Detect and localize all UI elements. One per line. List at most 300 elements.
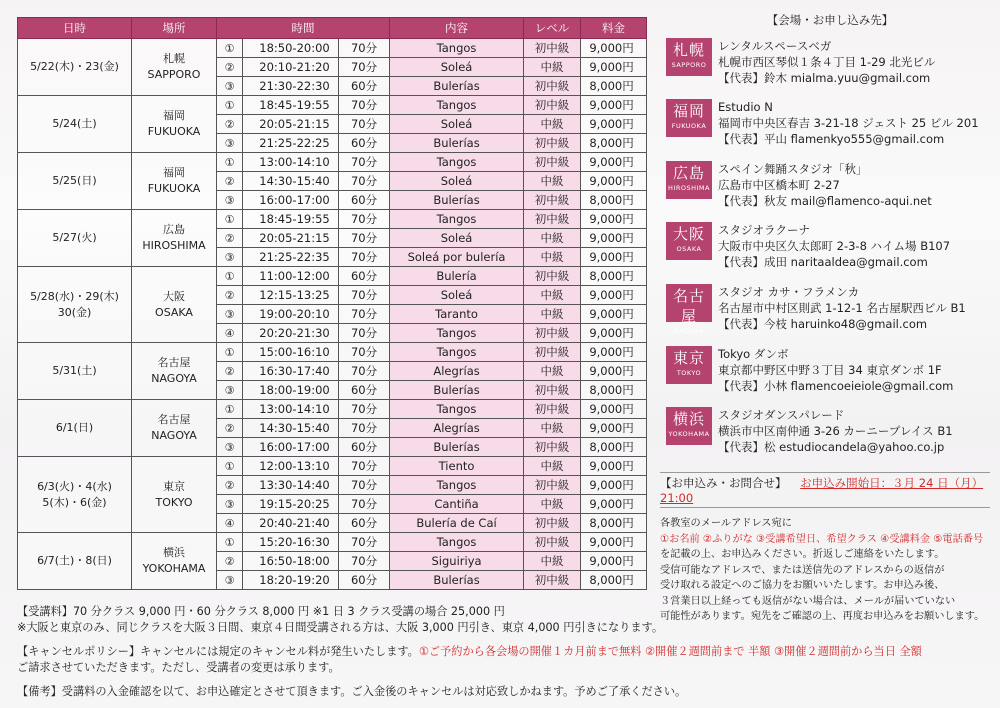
venue-item [660,407,990,459]
class-duration: 70分 [339,495,390,514]
class-number: ① [217,267,243,286]
class-level: 初中級 [524,438,581,457]
venue-badge-en: FUKUOKA [671,122,707,130]
class-time: 16:50-18:00 [243,552,339,571]
class-content: Tangos [390,153,524,172]
place-name-en: FUKUOKA [147,182,201,195]
class-duration: 70分 [339,153,390,172]
class-content: Tangos [390,324,524,343]
class-number: ③ [217,495,243,514]
place-name-en: HIROSHIMA [142,239,206,252]
venue-contact: 【代表】秋友 mail@flamenco-aqui.net [718,194,932,208]
venue-name: Tokyo ダンボ [718,347,789,361]
session-date [18,96,132,153]
schedule-table [17,17,647,590]
class-number: ② [217,362,243,381]
header-content: 内容 [390,18,524,39]
date-text: 5/22(木)・23(金) [30,60,119,73]
venue-badge-en: NAGOYA [674,327,704,335]
class-content: Soleá [390,115,524,134]
place-name-en: SAPPORO [147,68,201,81]
venue-badge-jp: 名古屋 [672,287,705,325]
venue-badge-en: TOKYO [676,369,702,377]
class-content: Bulerías [390,77,524,96]
class-number: ① [217,457,243,476]
class-content: Bulerías [390,134,524,153]
table-row [18,533,647,552]
place-name-jp: 横浜 [163,546,185,559]
venue-address: 札幌市西区琴似１条４丁目 1-29 北光ビル [718,55,936,69]
class-number: ② [217,229,243,248]
table-row [18,96,647,115]
venue-address: 大阪市中央区久太郎町 2-3-8 ハイム場 B107 [718,239,951,253]
class-fee: 9,000円 [581,419,647,438]
class-content: Siguiriya [390,552,524,571]
class-time: 18:45-19:55 [243,210,339,229]
class-level: 中級 [524,552,581,571]
venue-badge [666,346,712,384]
place-name-jp: 福岡 [163,166,185,179]
place-name-jp: 福岡 [163,109,185,122]
class-time: 18:00-19:00 [243,381,339,400]
fee-discount-line: ※大阪と東京のみ、同じクラスを大阪３日間、東京４日間受講される方は、大阪 3,000 円引き、東京 4,000 円引きになります。 [17,621,664,634]
cancel-policy-terms: ①ご予約から各会場の開催１カ月前まで無料 ②開催２週間前まで 半額 ③開催２週間前から当日 全額 [418,645,922,658]
venue-name: レンタルスペースベガ [718,39,832,53]
apply-line: 受け取れる設定へのご協力をお願いいたします。お申込み後、 [660,580,945,591]
venue-contact: 【代表】成田 naritaaldea@gmail.com [718,255,928,269]
class-fee: 9,000円 [581,343,647,362]
class-fee: 8,000円 [581,438,647,457]
class-level: 中級 [524,248,581,267]
class-content: Bulerías [390,571,524,590]
apply-line: 可能性があります。宛先をご確認の上、再度お申込みをお願いします。 [660,611,985,622]
class-number: ② [217,419,243,438]
class-fee: 9,000円 [581,96,647,115]
venue-name: Estudio N [718,100,773,114]
venue-contact: 【代表】松 estudiocandela@yahoo.co.jp [718,440,945,454]
class-time: 18:45-19:55 [243,96,339,115]
venue-badge-en: HIROSHIMA [668,184,710,192]
class-duration: 70分 [339,533,390,552]
class-content: Alegrías [390,419,524,438]
class-time: 21:30-22:30 [243,77,339,96]
class-content: Bulería [390,267,524,286]
header-time: 時間 [217,18,390,39]
class-duration: 70分 [339,248,390,267]
class-number: ② [217,552,243,571]
class-number: ③ [217,248,243,267]
venue-badge [666,38,712,76]
place-name-en: FUKUOKA [147,125,201,138]
class-time: 20:05-21:15 [243,115,339,134]
class-fee: 9,000円 [581,400,647,419]
class-time: 13:00-14:10 [243,153,339,172]
venue-contact: 【代表】鈴木 mialma.yuu@gmail.com [718,71,931,85]
venue-address: 名古屋市中村区則武 1-12-1 名古屋駅西ビル B1 [718,301,966,315]
class-time: 18:50-20:00 [243,39,339,58]
venue-details [718,99,993,147]
class-duration: 70分 [339,400,390,419]
session-place [132,210,217,267]
venue-badge [666,161,712,199]
class-number: ② [217,115,243,134]
class-duration: 60分 [339,134,390,153]
class-duration: 60分 [339,381,390,400]
venue-badge-jp: 福岡 [672,102,705,120]
table-row [18,343,647,362]
class-time: 21:25-22:25 [243,134,339,153]
date-text: 5/28(水)・29(木) [30,289,119,303]
class-time: 20:20-21:30 [243,324,339,343]
class-fee: 8,000円 [581,381,647,400]
place-name-jp: 名古屋 [157,356,191,369]
class-number: ④ [217,514,243,533]
class-duration: 70分 [339,305,390,324]
session-place [132,533,217,590]
venue-address: 福岡市中央区春吉 3-21-18 ジェスト 25 ビル 201 [718,116,979,130]
venue-badge [666,284,712,335]
class-content: Tangos [390,343,524,362]
class-level: 初中級 [524,571,581,590]
class-fee: 9,000円 [581,362,647,381]
venue-name: スタジオダンスパレード [718,408,845,422]
class-content: Soleá [390,286,524,305]
class-level: 初中級 [524,134,581,153]
header-date: 日時 [18,18,132,39]
session-place [132,267,217,343]
class-duration: 70分 [339,172,390,191]
date-text: 5/27(火) [52,231,97,244]
class-content: Soleá [390,229,524,248]
class-content: Bulerías [390,191,524,210]
class-number: ③ [217,438,243,457]
table-row [18,400,647,419]
apply-line: 受信可能なアドレスで、または送信先のアドレスからの返信が [660,564,945,576]
class-time: 15:20-16:30 [243,533,339,552]
cancel-policy-line2: ご請求させていただきます。ただし、受講者の変更は承ります。 [17,661,340,674]
venue-address: 東京都中野区中野３丁目 34 東京ダンボ 1F [718,363,942,377]
apply-label: 【お申込み・お問合せ】 [660,476,787,490]
header-level: レベル [524,18,581,39]
class-level: 初中級 [524,191,581,210]
venue-badge-en: OSAKA [676,245,702,253]
class-fee: 9,000円 [581,286,647,305]
class-content: Alegrías [390,362,524,381]
class-number: ① [217,400,243,419]
class-number: ② [217,172,243,191]
class-fee: 9,000円 [581,172,647,191]
class-fee: 9,000円 [581,305,647,324]
class-level: 初中級 [524,381,581,400]
class-level: 初中級 [524,210,581,229]
session-date [18,400,132,457]
class-duration: 70分 [339,39,390,58]
place-name-jp: 東京 [163,479,185,493]
session-date [18,457,132,533]
class-level: 初中級 [524,324,581,343]
class-time: 19:15-20:25 [243,495,339,514]
class-content: Bulerías [390,381,524,400]
table-row [18,457,647,476]
venue-badge-jp: 札幌 [672,41,705,59]
class-time: 15:00-16:10 [243,343,339,362]
class-time: 21:25-22:35 [243,248,339,267]
venue-details [718,407,993,455]
class-time: 13:30-14:40 [243,476,339,495]
class-time: 16:00-17:00 [243,438,339,457]
class-duration: 60分 [339,571,390,590]
session-date [18,210,132,267]
class-fee: 9,000円 [581,533,647,552]
class-content: Soleá por bulería [390,248,524,267]
apply-required-items: ①お名前 ②ふりがな ③受講希望日、希望クラス ④受講料金 ⑤電話番号 [660,533,984,545]
class-content: Bulería de Caí [390,514,524,533]
class-time: 16:00-17:00 [243,191,339,210]
class-duration: 60分 [339,514,390,533]
apply-start-date: お申込み開始日：３月 24 日（月）21:00 [660,476,984,505]
class-level: 初中級 [524,267,581,286]
class-time: 14:30-15:40 [243,172,339,191]
class-duration: 70分 [339,343,390,362]
apply-line: を記載の上、お申込みください。折返しご連絡をいたします。 [660,549,945,560]
session-place [132,153,217,210]
class-duration: 70分 [339,476,390,495]
venue-item [660,346,990,398]
class-duration: 60分 [339,438,390,457]
venue-contact: 【代表】今枝 haruinko48@gmail.com [718,317,928,331]
class-level: 初中級 [524,400,581,419]
class-number: ① [217,39,243,58]
class-fee: 8,000円 [581,134,647,153]
venue-item [660,161,990,213]
class-level: 中級 [524,419,581,438]
venue-name: スタジオ カサ・フラメンカ [718,285,860,299]
venue-badge-jp: 広島 [672,164,705,182]
class-duration: 70分 [339,96,390,115]
venue-address: 広島市中区橋本町 2-27 [718,178,840,192]
venue-details [718,222,993,270]
class-number: ① [217,153,243,172]
class-level: 中級 [524,305,581,324]
class-fee: 8,000円 [581,571,647,590]
class-time: 16:30-17:40 [243,362,339,381]
class-level: 初中級 [524,343,581,362]
class-time: 20:05-21:15 [243,229,339,248]
date-text: 5/25(日) [52,174,97,187]
venue-details [718,38,993,86]
venues-title: 【会場・お申し込み先】 [766,13,894,27]
class-level: 中級 [524,58,581,77]
footer-notes [17,604,992,700]
class-level: 初中級 [524,533,581,552]
class-duration: 60分 [339,191,390,210]
session-place [132,457,217,533]
class-level: 中級 [524,457,581,476]
class-fee: 9,000円 [581,248,647,267]
session-place [132,96,217,153]
class-level: 中級 [524,495,581,514]
venue-name: スタジオラクーナ [718,223,810,237]
venue-badge [666,99,712,137]
venue-details [718,284,993,332]
session-place [132,39,217,96]
class-content: Soleá [390,58,524,77]
class-number: ② [217,58,243,77]
class-number: ① [217,96,243,115]
venue-details [718,346,993,394]
apply-line: ３営業日以上経っても返信がない場合は、メールが届いていない [660,595,956,607]
place-name-en: YOKOHAMA [142,562,206,575]
class-content: Soleá [390,172,524,191]
class-number: ③ [217,571,243,590]
venue-badge-jp: 大阪 [672,225,705,243]
venue-item [660,38,990,90]
class-duration: 70分 [339,229,390,248]
class-duration: 70分 [339,552,390,571]
class-number: ① [217,533,243,552]
session-place [132,343,217,400]
class-fee: 8,000円 [581,267,647,286]
session-place [132,400,217,457]
class-number: ③ [217,191,243,210]
cancel-policy-text: 【キャンセルポリシー】キャンセルには規定のキャンセル料が発生いたします。 [17,645,419,658]
class-content: Tangos [390,476,524,495]
class-fee: 8,000円 [581,191,647,210]
class-number: ③ [217,381,243,400]
class-content: Cantiña [390,495,524,514]
remarks-line: 【備考】受講料の入金確認を以て、お申込確定とさせて頂きます。ご入金後のキャンセルは対応致しかねます。予めご了承ください。 [17,685,687,698]
venue-badge [666,222,712,260]
class-time: 12:15-13:25 [243,286,339,305]
table-row [18,153,647,172]
class-fee: 9,000円 [581,457,647,476]
class-duration: 70分 [339,457,390,476]
venue-item [660,222,990,274]
class-time: 14:30-15:40 [243,419,339,438]
class-level: 初中級 [524,96,581,115]
class-fee: 9,000円 [581,495,647,514]
class-duration: 70分 [339,419,390,438]
venue-item [660,99,990,151]
place-name-en: TOKYO [155,495,193,509]
apply-line: 各教室のメールアドレス宛に [660,518,792,529]
session-date [18,267,132,343]
venue-panel [660,12,990,622]
class-fee: 9,000円 [581,153,647,172]
date-text: 5(木)・6(金) [42,495,107,509]
place-name-jp: 大阪 [163,289,185,303]
venue-contact: 【代表】平山 flamenkyo555@gmail.com [718,132,945,146]
class-duration: 70分 [339,58,390,77]
class-time: 19:00-20:10 [243,305,339,324]
table-row [18,39,647,58]
cancel-policy-line [17,644,992,660]
table-row [18,210,647,229]
class-time: 11:00-12:00 [243,267,339,286]
class-duration: 60分 [339,77,390,96]
class-level: 中級 [524,115,581,134]
class-time: 13:00-14:10 [243,400,339,419]
venue-details [718,161,993,209]
date-text: 5/24(土) [52,117,97,130]
date-text: 6/7(土)・8(日) [37,554,112,567]
venue-badge-en: SAPPORO [671,61,707,69]
class-content: Tangos [390,210,524,229]
class-duration: 70分 [339,115,390,134]
class-content: Taranto [390,305,524,324]
class-number: ④ [217,324,243,343]
class-fee: 9,000円 [581,324,647,343]
class-number: ① [217,343,243,362]
date-text: 6/1(日) [55,421,94,434]
class-fee: 9,000円 [581,115,647,134]
apply-header [660,472,990,508]
place-name-jp: 名古屋 [157,413,191,426]
class-content: Tangos [390,533,524,552]
table-header-row [18,18,647,39]
class-fee: 8,000円 [581,514,647,533]
session-date [18,153,132,210]
class-duration: 60分 [339,267,390,286]
place-name-en: NAGOYA [151,372,197,385]
place-name-jp: 札幌 [163,52,185,65]
class-duration: 70分 [339,324,390,343]
class-level: 中級 [524,229,581,248]
header-place: 場所 [132,18,217,39]
class-level: 初中級 [524,476,581,495]
date-text: 6/3(火)・4(水) [37,479,112,493]
place-name-en: NAGOYA [151,429,197,442]
class-fee: 9,000円 [581,552,647,571]
class-time: 20:10-21:20 [243,58,339,77]
class-content: Tiento [390,457,524,476]
class-time: 18:20-19:20 [243,571,339,590]
place-name-en: OSAKA [155,305,193,319]
class-duration: 70分 [339,362,390,381]
venue-badge [666,407,712,445]
venue-badge-jp: 東京 [672,349,705,367]
venue-name: スペイン舞踊スタジオ「秋」 [718,162,868,176]
session-date [18,39,132,96]
class-fee: 9,000円 [581,476,647,495]
class-level: 初中級 [524,77,581,96]
venue-item [660,284,990,336]
place-name-jp: 広島 [163,223,185,236]
class-content: Tangos [390,39,524,58]
class-level: 中級 [524,172,581,191]
class-number: ③ [217,305,243,324]
class-level: 初中級 [524,514,581,533]
class-content: Bulerías [390,438,524,457]
table-row [18,267,647,286]
class-fee: 9,000円 [581,39,647,58]
class-level: 初中級 [524,39,581,58]
class-number: ② [217,286,243,305]
session-date [18,343,132,400]
fee-line: 【受講料】70 分クラス 9,000 円・60 分クラス 8,000 円 ※1 日 3 クラス受講の場合 25,000 円 [17,605,505,618]
venue-badge-en: YOKOHAMA [668,430,710,438]
class-fee: 8,000円 [581,77,647,96]
class-number: ② [217,476,243,495]
class-duration: 70分 [339,286,390,305]
class-fee: 9,000円 [581,229,647,248]
class-content: Tangos [390,96,524,115]
apply-section [660,472,990,625]
class-fee: 9,000円 [581,58,647,77]
date-text: 30(金) [57,305,92,319]
class-duration: 70分 [339,210,390,229]
class-content: Tangos [390,400,524,419]
